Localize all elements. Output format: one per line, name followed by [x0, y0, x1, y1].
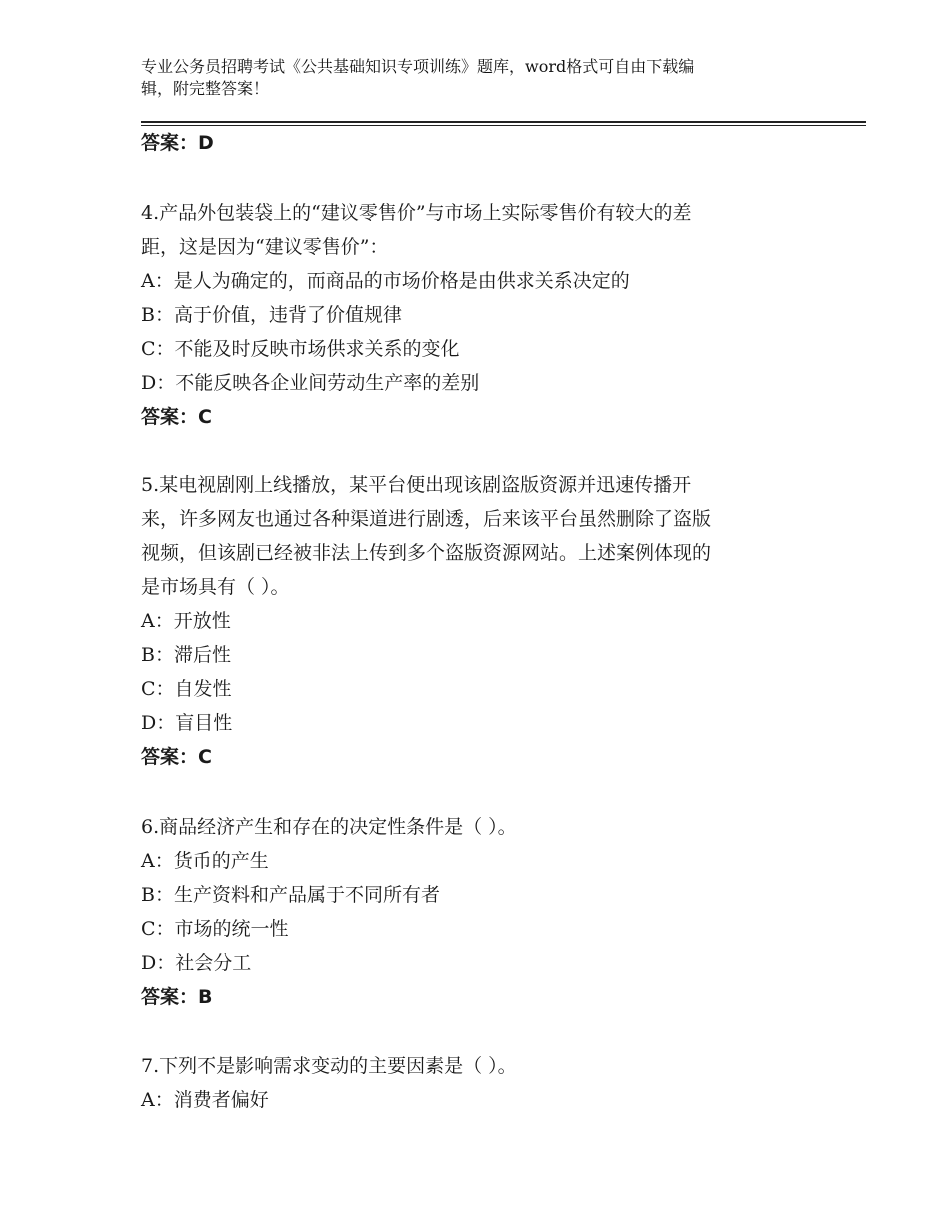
header-line-1: 专业公务员招聘考试《公共基础知识专项训练》题库，word格式可自由下载编	[141, 57, 695, 76]
page-header	[141, 56, 791, 100]
q6-option-b: B：生产资料和产品属于不同所有者	[141, 884, 440, 906]
q6-option-c: C：市场的统一性	[141, 918, 289, 940]
q6-option-a: A：货币的产生	[141, 850, 269, 872]
q7-stem-line-1: 7.下列不是影响需求变动的主要因素是（ ）。	[141, 1055, 517, 1077]
q5-option-d: D：盲目性	[141, 712, 233, 734]
header-rule-thick	[141, 121, 866, 123]
header-rule-thin	[141, 125, 866, 126]
q4-stem-line-1: 4.产品外包装袋上的“建议零售价”与市场上实际零售价有较大的差	[141, 202, 692, 224]
q4-option-a: A：是人为确定的，而商品的市场价格是由供求关系决定的	[141, 270, 630, 292]
q3-answer: 答案：D	[141, 132, 214, 154]
q4-stem-line-2: 距，这是因为“建议零售价”：	[141, 236, 389, 258]
q5-stem-line-2: 来，许多网友也通过各种渠道进行剧透，后来该平台虽然删除了盗版	[141, 508, 712, 530]
q4-option-b: B：高于价值，违背了价值规律	[141, 304, 402, 326]
q5-option-b: B：滞后性	[141, 644, 231, 666]
q5-stem-line-1: 5.某电视剧刚上线播放，某平台便出现该剧盗版资源并迅速传播开	[141, 474, 692, 496]
header-line-2: 辑，附完整答案！	[141, 79, 270, 98]
q6-stem-line-1: 6.商品经济产生和存在的决定性条件是（ ）。	[141, 816, 517, 838]
q5-stem-line-4: 是市场具有（ ）。	[141, 576, 290, 598]
q6-option-d: D：社会分工	[141, 952, 252, 974]
q5-option-a: A：开放性	[141, 610, 231, 632]
q5-option-c: C：自发性	[141, 678, 232, 700]
q5-answer: 答案：C	[141, 746, 212, 768]
q4-option-d: D：不能反映各企业间劳动生产率的差别	[141, 372, 480, 394]
q5-stem-line-3: 视频，但该剧已经被非法上传到多个盗版资源网站。上述案例体现的	[141, 542, 712, 564]
q4-option-c: C：不能及时反映市场供求关系的变化	[141, 338, 460, 360]
q7-option-a: A：消费者偏好	[141, 1089, 269, 1111]
q6-answer: 答案：B	[141, 986, 213, 1008]
q4-answer: 答案：C	[141, 406, 212, 428]
